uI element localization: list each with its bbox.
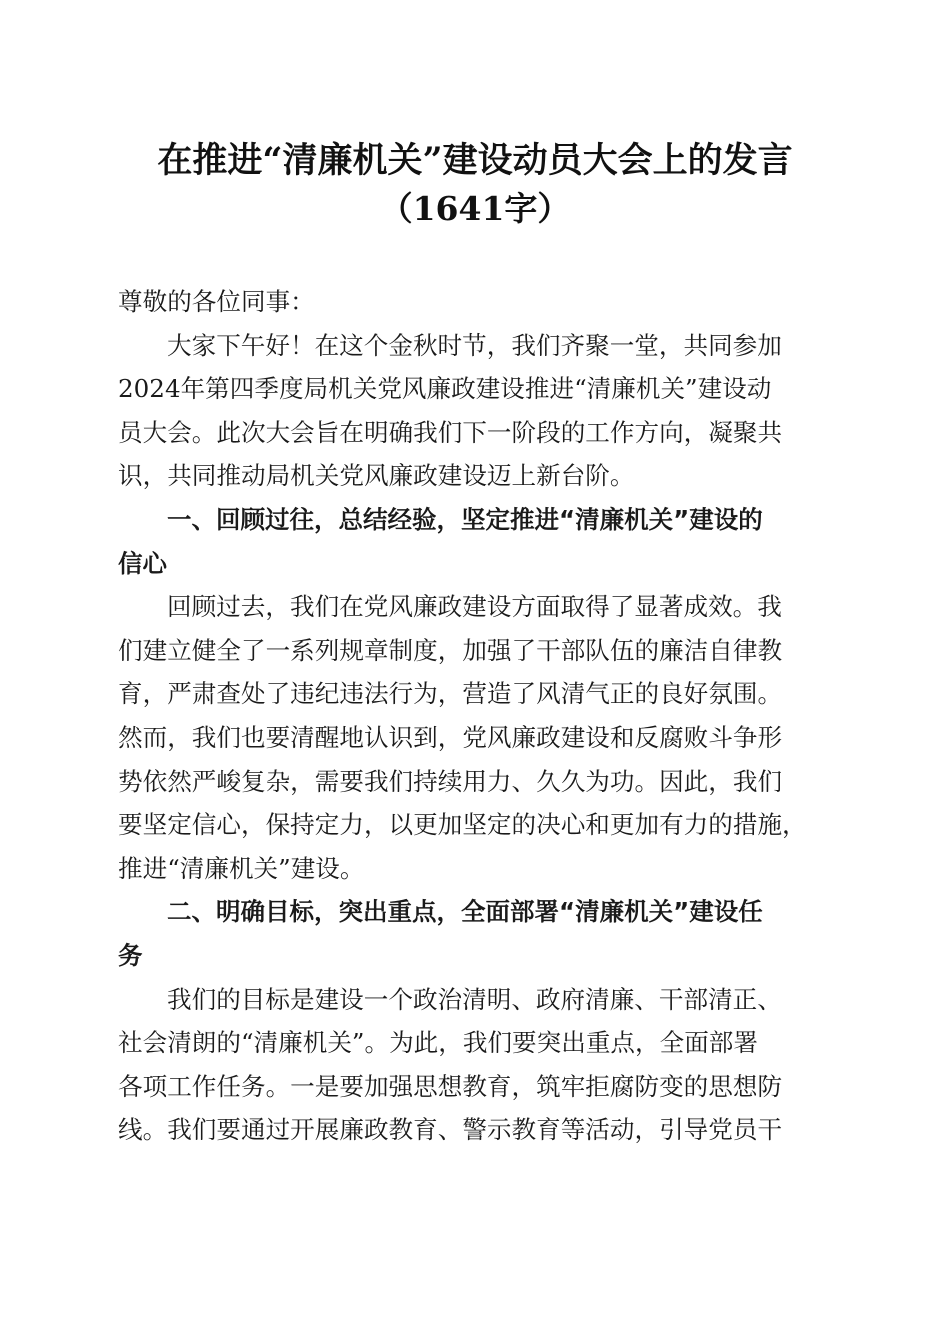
paragraph-line: 各项工作任务。一是要加强思想教育，筑牢拒腐防变的思想防: [118, 1071, 783, 1101]
paragraph-line: 我们的目标是建设一个政治清明、政府清廉、干部清正、: [167, 984, 782, 1014]
paragraph-line: 社会清朗的“清廉机关”。为此，我们要突出重点，全面部署: [118, 1028, 758, 1058]
paragraph-line: 识，共同推动局机关党风廉政建设迈上新台阶。: [118, 461, 635, 491]
heading-line: 务: [118, 940, 143, 970]
paragraph-line: 要坚定信心，保持定力，以更加坚定的决心和更加有力的措施，: [118, 810, 807, 840]
heading-line: 二、明确目标，突出重点，全面部署“清廉机关”建设任: [167, 897, 763, 927]
paragraph-line: 们建立健全了一系列规章制度，加强了干部队伍的廉洁自律教: [118, 635, 783, 665]
paragraph-goals: [118, 978, 830, 1152]
document-body: [118, 280, 830, 1152]
paragraph-line: 然而，我们也要清醒地认识到，党风廉政建设和反腐败斗争形: [118, 722, 783, 752]
section-heading-2: [118, 890, 830, 977]
document-word-count: （1641字）: [379, 189, 571, 228]
salutation: 尊敬的各位同事：: [118, 287, 315, 316]
heading-line: 一、回顾过往，总结经验，坚定推进“清廉机关”建设的: [167, 504, 763, 534]
paragraph-line: 回顾过去，我们在党风廉政建设方面取得了显著成效。我: [167, 592, 782, 622]
paragraph-line: 2024年第四季度局机关党风廉政建设推进“清廉机关”建设动: [118, 374, 772, 404]
document-title: 在推进“清廉机关”建设动员大会上的发言: [157, 140, 793, 181]
section-heading-1: [118, 498, 830, 585]
paragraph-line: 线。我们要通过开展廉政教育、警示教育等活动，引导党员干: [118, 1115, 783, 1145]
heading-line: 信心: [118, 548, 167, 578]
paragraph-review: [118, 585, 830, 890]
paragraph-line: 势依然严峻复杂，需要我们持续用力、久久为功。因此，我们: [118, 766, 783, 796]
paragraph-line: 推进“清廉机关”建设。: [118, 853, 365, 883]
paragraph-line: 员大会。此次大会旨在明确我们下一阶段的工作方向，凝聚共: [118, 417, 783, 447]
paragraph-intro: [118, 324, 830, 498]
paragraph-line: 育，严肃查处了违纪违法行为，营造了风清气正的良好氛围。: [118, 679, 783, 709]
paragraph-line: 大家下午好！在这个金秋时节，我们齐聚一堂，共同参加: [167, 330, 782, 360]
